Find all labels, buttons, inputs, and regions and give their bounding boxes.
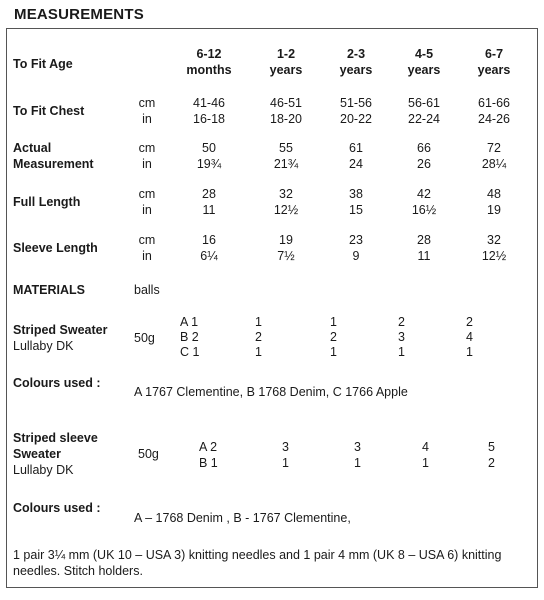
value-cm: 32 — [487, 233, 501, 247]
value-cm: 28 — [417, 233, 431, 247]
colour-code: B 1 — [199, 456, 218, 470]
chest-label: To Fit Chest — [13, 104, 85, 118]
value-cm: 66 — [417, 141, 431, 155]
colour-code: A 2 — [199, 440, 218, 454]
size-header-bottom: years — [269, 63, 303, 77]
size-header-top: 4-5 — [414, 47, 434, 61]
sweater2-name-line1: Striped sleeve — [13, 431, 98, 445]
value-cm: 19 — [279, 233, 293, 247]
ball-quantity: 4 — [422, 440, 429, 454]
sleeve-label: Sleeve Length — [13, 241, 98, 255]
value-cm: 32 — [279, 187, 293, 201]
size-header-bottom: years — [477, 63, 511, 77]
colours2-label: Colours used : — [13, 501, 101, 515]
value-cm: 72 — [487, 141, 501, 155]
value-in: 28¼ — [481, 157, 507, 171]
value-cm: 41-46 — [193, 96, 225, 110]
ball-quantity: 2 — [466, 315, 473, 329]
sweater1-name: Striped Sweater — [13, 323, 108, 337]
value-in: 7½ — [277, 249, 295, 263]
value-cm: 38 — [349, 187, 363, 201]
value-in: 20-22 — [340, 112, 372, 126]
sweater2-yarn: Lullaby DK — [13, 463, 74, 477]
size-header-top: 2-3 — [346, 47, 366, 61]
unit-in: in — [142, 112, 152, 126]
sweater1-weight: 50g — [134, 331, 155, 345]
value-in: 26 — [417, 157, 431, 171]
value-in: 24-26 — [478, 112, 510, 126]
value-in: 24 — [349, 157, 363, 171]
age-label: To Fit Age — [13, 57, 73, 71]
value-cm: 61 — [349, 141, 363, 155]
value-in: 21¾ — [273, 157, 299, 171]
materials-unit: balls — [134, 283, 160, 297]
colours1-text: A 1767 Clementine, B 1768 Denim, C 1766 Apple — [134, 385, 408, 399]
sweater1-yarn: Lullaby DK — [13, 339, 74, 353]
value-in: 12½ — [481, 249, 507, 263]
ball-quantity: 1 — [255, 315, 262, 329]
colours2-text: A – 1768 Denim , B - 1767 Clementine, — [134, 511, 351, 525]
value-in: 18-20 — [270, 112, 302, 126]
unit-cm: cm — [138, 96, 156, 110]
value-in: 15 — [349, 203, 363, 217]
value-in: 6¼ — [200, 249, 218, 263]
value-in: 16-18 — [193, 112, 225, 126]
ball-quantity: 1 — [282, 456, 289, 470]
colour-code: A 1 — [180, 315, 199, 329]
unit-in: in — [142, 249, 152, 263]
ball-quantity: 3 — [282, 440, 289, 454]
value-cm: 42 — [417, 187, 431, 201]
materials-label: MATERIALS — [13, 283, 85, 297]
size-header-top: 6-12 — [196, 47, 222, 61]
ball-quantity: 1 — [255, 345, 262, 359]
unit-cm: cm — [138, 187, 156, 201]
value-cm: 16 — [202, 233, 216, 247]
size-header-bottom: years — [339, 63, 373, 77]
colour-code: C 1 — [180, 345, 200, 359]
length-label: Full Length — [13, 195, 81, 209]
value-cm: 23 — [349, 233, 363, 247]
ball-quantity: 1 — [354, 456, 361, 470]
ball-quantity: 1 — [422, 456, 429, 470]
size-header-top: 1-2 — [276, 47, 296, 61]
ball-quantity: 2 — [330, 330, 337, 344]
ball-quantity: 1 — [330, 315, 337, 329]
unit-in: in — [142, 157, 152, 171]
value-in: 11 — [417, 249, 431, 263]
value-in: 19¾ — [196, 157, 222, 171]
value-in: 22-24 — [408, 112, 440, 126]
unit-in: in — [142, 203, 152, 217]
needles-note: 1 pair 3¼ mm (UK 10 – USA 3) knitting needles and 1 pair 4 mm (UK 8 – USA 6) knitting needles. Stitch holders. — [13, 548, 502, 578]
ball-quantity: 2 — [488, 456, 495, 470]
colours1-label: Colours used : — [13, 376, 101, 390]
ball-quantity: 5 — [488, 440, 495, 454]
value-cm: 61-66 — [478, 96, 510, 110]
value-cm: 55 — [279, 141, 293, 155]
unit-cm: cm — [138, 233, 156, 247]
sweater2-name-line2: Sweater — [13, 447, 61, 461]
value-cm: 28 — [202, 187, 216, 201]
value-in: 16½ — [411, 203, 437, 217]
value-cm: 56-61 — [408, 96, 440, 110]
ball-quantity: 1 — [398, 345, 405, 359]
value-cm: 51-56 — [340, 96, 372, 110]
ball-quantity: 3 — [398, 330, 405, 344]
ball-quantity: 1 — [330, 345, 337, 359]
actual-label-line1: Actual — [13, 141, 52, 155]
size-header-bottom: years — [407, 63, 441, 77]
ball-quantity: 2 — [398, 315, 405, 329]
unit-cm: cm — [138, 141, 156, 155]
value-cm: 46-51 — [270, 96, 302, 110]
ball-quantity: 2 — [255, 330, 262, 344]
value-in: 19 — [487, 203, 501, 217]
ball-quantity: 3 — [354, 440, 361, 454]
size-header-top: 6-7 — [484, 47, 504, 61]
value-in: 11 — [202, 203, 216, 217]
value-in: 9 — [352, 249, 360, 263]
actual-label-line2: Measurement — [13, 157, 94, 171]
value-cm: 50 — [202, 141, 216, 155]
sweater2-weight: 50g — [138, 447, 159, 461]
colour-code: B 2 — [180, 330, 199, 344]
ball-quantity: 1 — [466, 345, 473, 359]
value-in: 12½ — [273, 203, 299, 217]
size-header-bottom: months — [186, 63, 232, 77]
value-cm: 48 — [487, 187, 501, 201]
page-title: MEASUREMENTS — [14, 6, 144, 23]
ball-quantity: 4 — [466, 330, 473, 344]
